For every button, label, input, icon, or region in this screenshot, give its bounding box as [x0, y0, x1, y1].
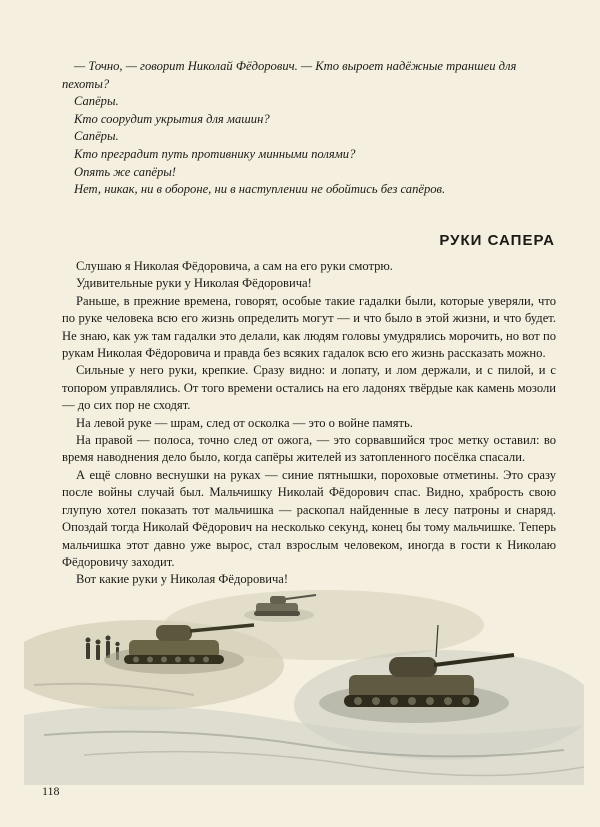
- dialogue-line: Кто соорудит укрытия для машин?: [74, 111, 270, 126]
- dialogue-line: — Точно, — говорит Николай Фёдорович. — Кто выроет надёжные траншеи для пехоты?: [62, 59, 517, 91]
- dialogue-line: Кто преградит путь противнику минными полями?: [74, 146, 356, 161]
- paragraph: Раньше, в прежние времена, говорят, особые такие гадалки были, которые уверяли, что по руке человека всю его жизнь определить могут — и что было в этой жизни, и что будет. Не знаю, как уж там гадалки это делали, как людям головы умудрялись морочить, но вот по рукам Николая Фёдоровича и правда без всяких гадалок всю его жизнь рассказать можно.: [62, 293, 556, 361]
- dialogue-line: Сапёры.: [74, 129, 119, 144]
- dialogue-line: Сапёры.: [74, 94, 119, 109]
- paragraph: Сильные у него руки, крепкие. Сразу видно: и лопату, и лом держали, и с пилой, и с топором управлялись. От того времени остались на его ладонях твёрдые как камень мозоли — до сих пор не сходят.: [62, 363, 556, 413]
- dialogue-line: Нет, никак, ни в обороне, ни в наступлении не обойтись без сапёров.: [74, 182, 446, 197]
- dialogue-block: [62, 58, 556, 199]
- paragraph: Слушаю я Николая Фёдоровича, а сам на его руки смотрю.: [76, 259, 393, 273]
- page-number: 118: [42, 784, 60, 798]
- paragraph: А ещё словно веснушки на руках — синие пятнышки, пороховые отметины. Это сразу после войны случай был. Мальчишку Николай Фёдорович спас. Видно, храбрость свою глупую хотел показать тот мальчишка — раскопал найденные в лесу патроны и снаряд. Опоздай тогда Николай Фёдорович на несколько секунд, конец бы тому мальчишке. Теперь мальчишка этот давно уже вырос, стал взрослым человеком, иногда в гости к Николаю Фёдоровичу заходит.: [62, 467, 556, 569]
- body-text: [62, 258, 556, 589]
- dialogue-line: Опять же сапёры!: [74, 164, 176, 179]
- chapter-heading: РУКИ САПЕРА: [439, 232, 555, 249]
- tanks-illustration: [24, 585, 584, 785]
- paragraph: Удивительные руки у Николая Фёдоровича!: [76, 276, 312, 291]
- paragraph: Вот какие руки у Николая Фёдоровича!: [76, 572, 289, 587]
- paragraph: На правой — полоса, точно след от ожога, — это сорвавшийся трос метку оставил: во время наводнения дело было, когда сапёры жителей из затопленного посёлка спасали.: [62, 433, 556, 465]
- paragraph: На левой руке — шрам, след от осколка — это о войне память.: [76, 415, 413, 430]
